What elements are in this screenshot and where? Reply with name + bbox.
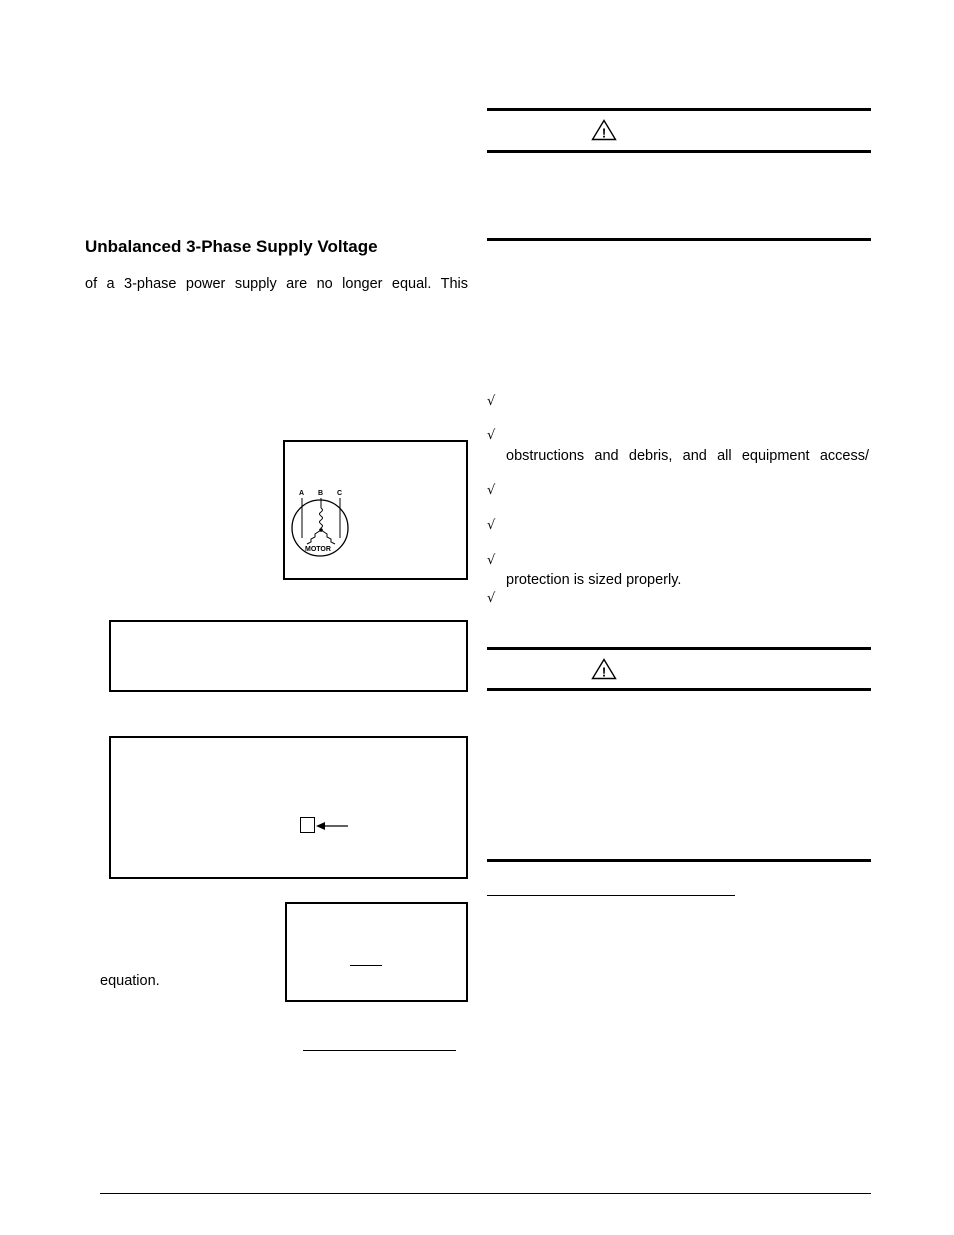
section-heading: Unbalanced 3-Phase Supply Voltage (85, 237, 378, 256)
warning-header-rule-2 (487, 688, 871, 691)
highlight-square (300, 817, 315, 833)
motor-wye-diagram (285, 442, 466, 578)
example-box-1 (109, 620, 468, 692)
motor-figure-box (283, 440, 468, 580)
checklist-mark-5: √ (487, 553, 496, 568)
equation-text: equation. (100, 973, 160, 989)
body-paragraph-line: of a 3-phase power supply are no longer equal. This (85, 276, 468, 292)
warning-top-rule-1 (487, 108, 871, 111)
checklist-mark-4: √ (487, 518, 496, 533)
underline-rule-right (487, 895, 735, 896)
neutral-point (319, 528, 323, 532)
underline-rule-left (303, 1050, 456, 1051)
phase-label-a: A (299, 490, 305, 497)
formula-box (285, 902, 468, 1002)
coil-c (321, 530, 335, 544)
warning-bottom-rule-1 (487, 238, 871, 241)
svg-text:!: ! (601, 664, 607, 680)
coil-b (320, 508, 323, 530)
arrow-left-icon (316, 820, 356, 832)
phase-label-b: B (318, 490, 324, 497)
checklist-mark-2: √ (487, 428, 496, 443)
coil-a (307, 530, 321, 544)
checklist-mark-3: √ (487, 483, 496, 498)
checklist-text-2: obstructions and debris, and all equipment access/ (506, 448, 869, 464)
checklist-mark-1: √ (487, 394, 496, 409)
fraction-bar (350, 965, 382, 966)
warning-triangle-icon (591, 658, 617, 680)
warning-triangle-icon (591, 119, 617, 141)
phase-label-c: C (337, 490, 343, 497)
checklist-text-5: protection is sized properly. (506, 572, 682, 588)
example-box-2 (109, 736, 468, 879)
warning-header-rule-1 (487, 150, 871, 153)
motor-label: MOTOR (305, 546, 331, 553)
warning-top-rule-2 (487, 647, 871, 650)
checklist-mark-6: √ (487, 591, 496, 606)
warning-bottom-rule-2 (487, 859, 871, 862)
footer-rule (100, 1193, 871, 1194)
svg-text:!: ! (601, 125, 607, 141)
